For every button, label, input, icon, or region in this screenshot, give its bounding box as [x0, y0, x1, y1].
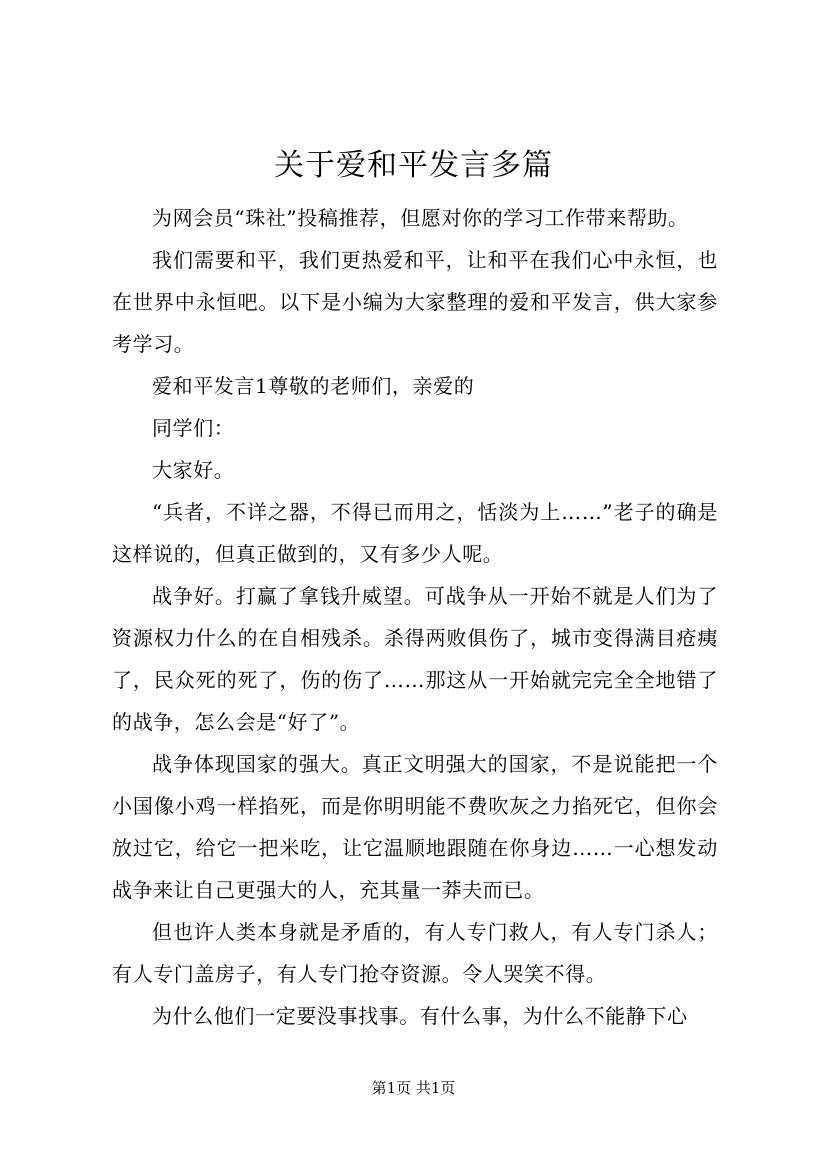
paragraph-war-strength: 战争体现国家的强大。真正文明强大的国家，不是说能把一个小国像小鸡一样掐死，而是你明明能不费吹灰之力掐死它，但你会放过它，给它一把米吃，让它温顺地跟随在你身边……一心想发动战争来让自己更强大的人，充其量一莽夫而已。 [112, 752, 718, 902]
paragraph-war-good: 战争好。打赢了拿钱升威望。可战争从一开始不就是人们为了资源权力什么的在自相残杀。杀得两败俱伤了，城市变得满目疮痍了，民众死的死了，伤的伤了……那这从一开始就完完全全地错了的战争，怎么会是“好了”。 [112, 584, 718, 734]
paragraph-salutation: 同学们： [152, 416, 235, 440]
paragraph-laozi-quote: “兵者，不详之器，不得已而用之，恬淡为上……”老子的确是这样说的，但真正做到的，又有多少人呢。 [112, 500, 718, 566]
paragraph-intro: 为网会员“珠社”投稿推荐，但愿对你的学习工作带来帮助。 [152, 206, 689, 230]
paragraph-speech-heading: 爱和平发言1尊敬的老师们，亲爱的 [152, 374, 475, 398]
paragraph-contradiction: 但也许人类本身就是矛盾的，有人专门救人，有人专门杀人；有人专门盖房子，有人专门抢夺资源。令人哭笑不得。 [112, 920, 718, 986]
paragraph-why: 为什么他们一定要没事找事。有什么事，为什么不能静下心 [152, 1004, 688, 1028]
paragraph-summary: 我们需要和平，我们更热爱和平，让和平在我们心中永恒，也在世界中永恒吧。以下是小编为大家整理的爱和平发言，供大家参考学习。 [112, 248, 718, 356]
document-body [112, 197, 718, 1037]
page-footer: 第1页 共1页 [371, 1079, 456, 1097]
document-title: 关于爱和平发言多篇 [274, 148, 553, 183]
paragraph-greeting: 大家好。 [152, 458, 235, 482]
